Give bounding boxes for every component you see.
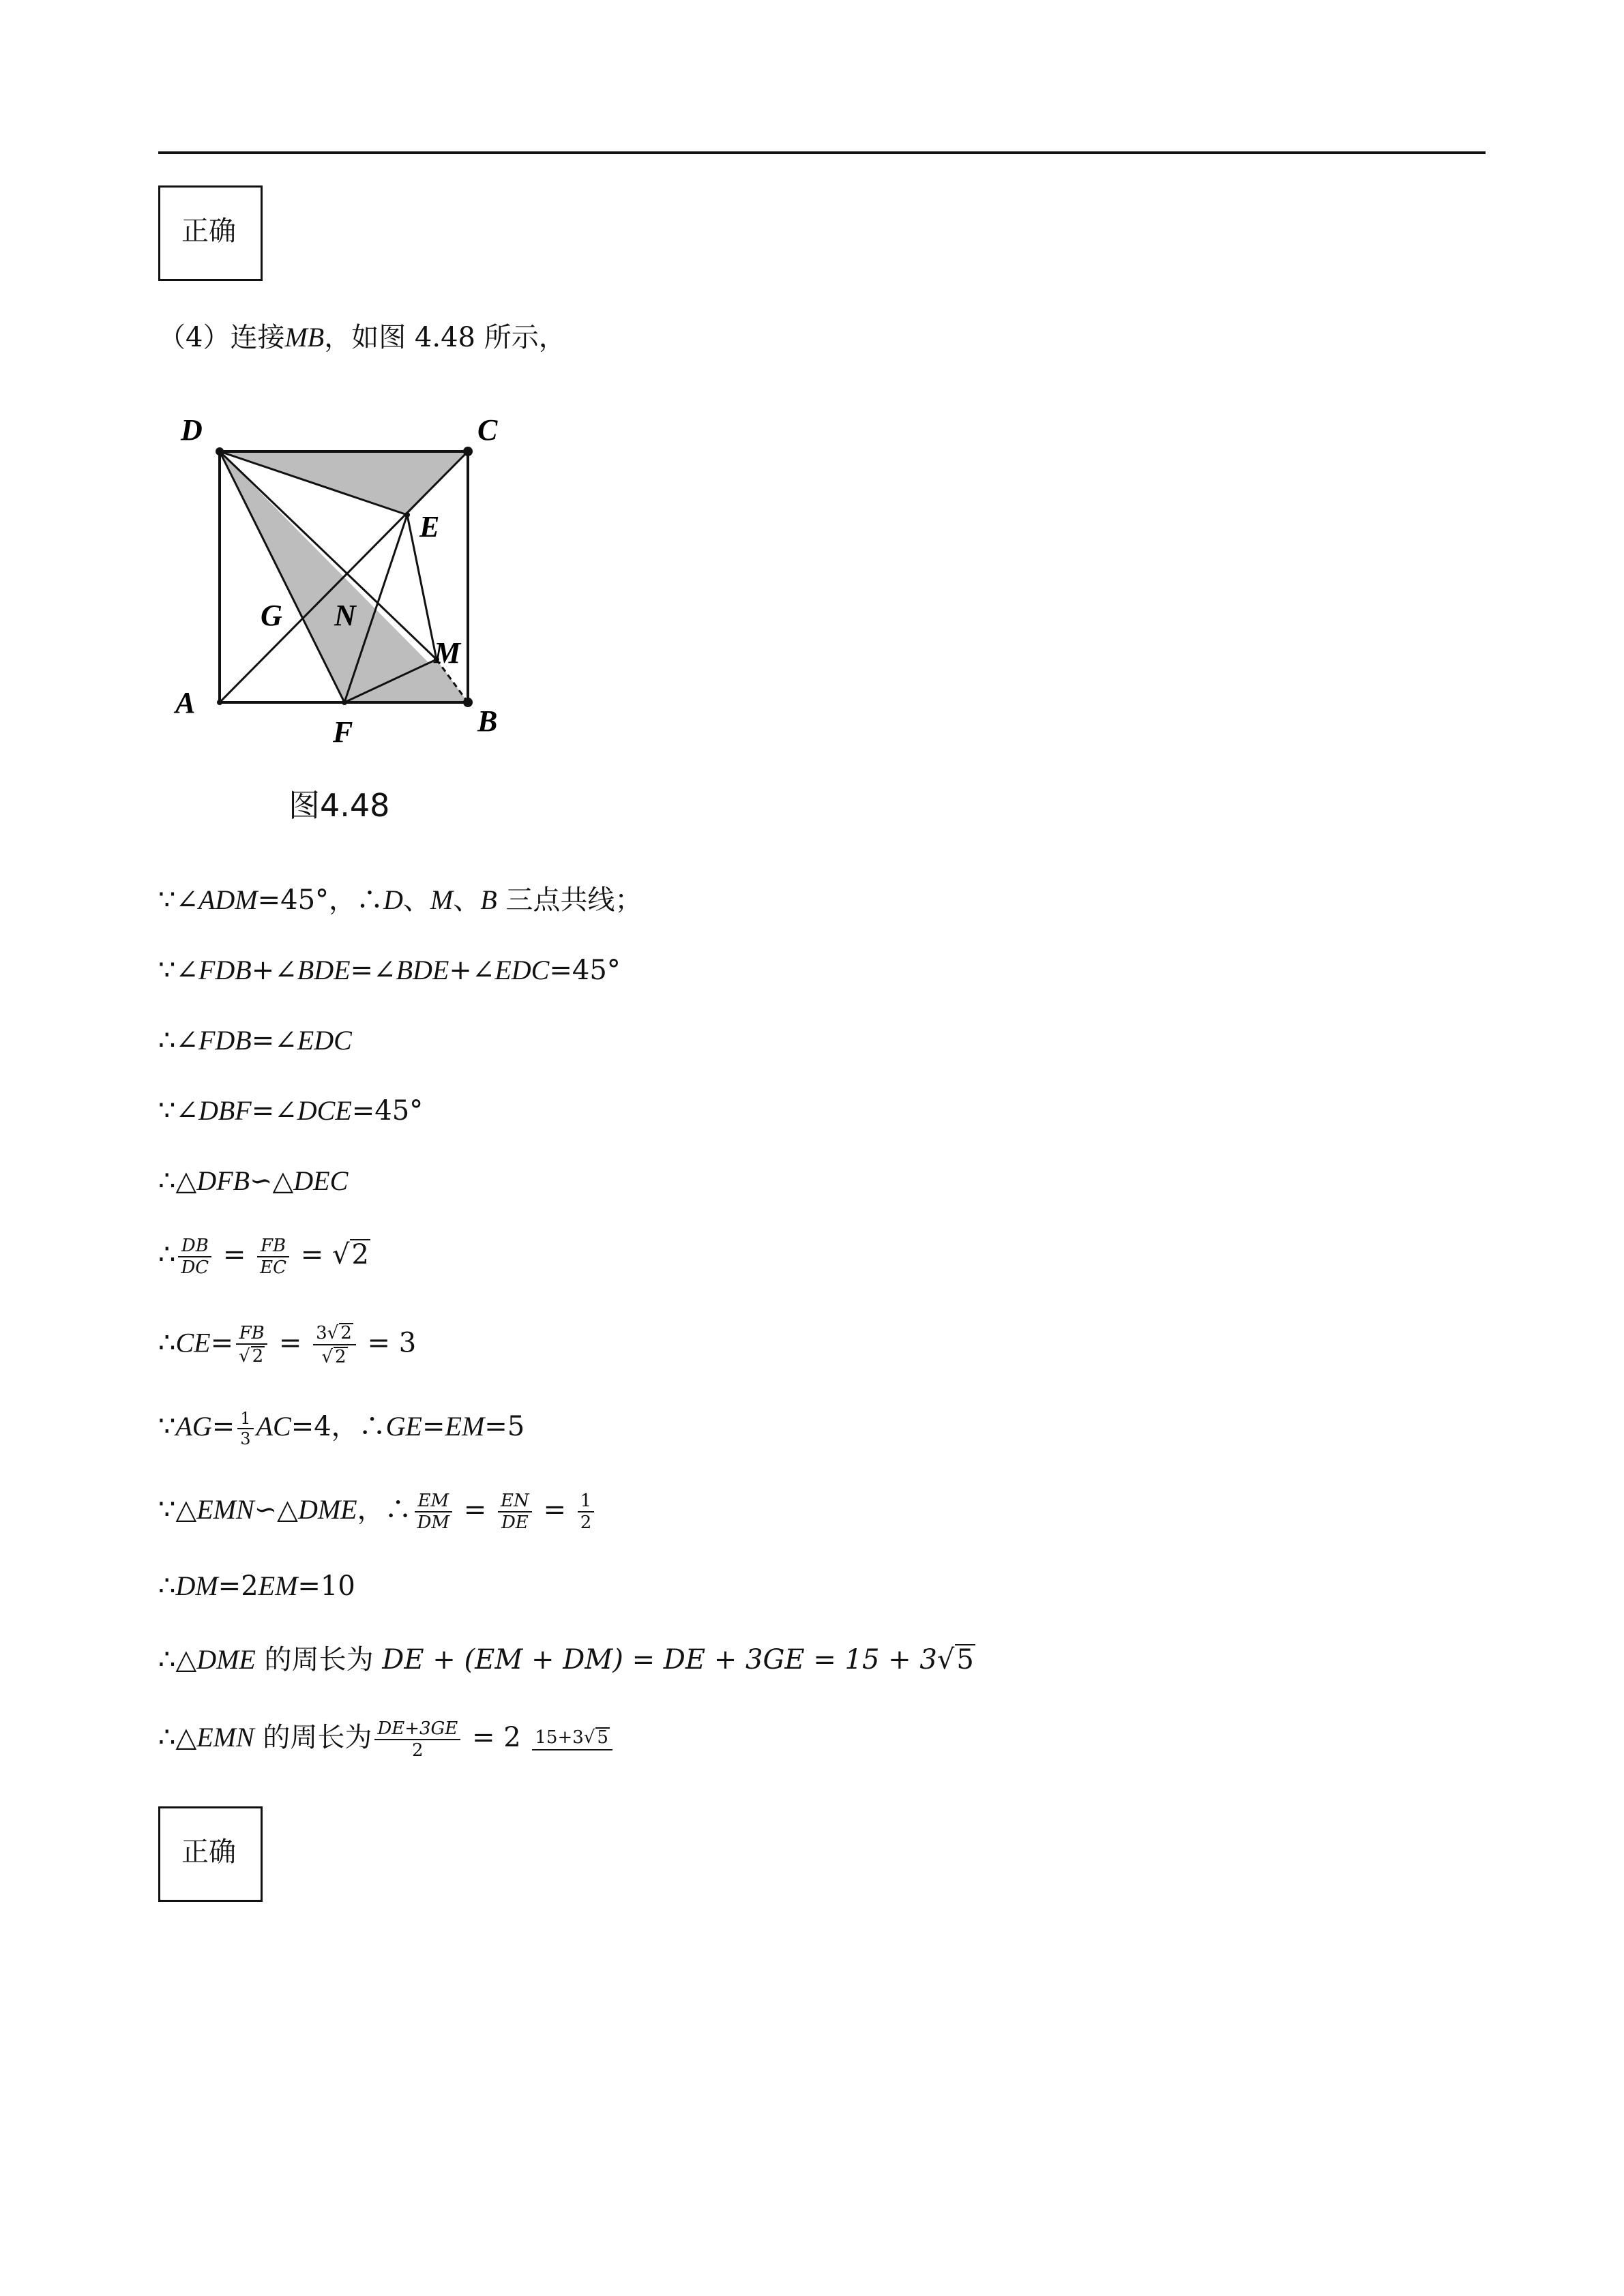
text-l5-d: DEC (293, 1165, 349, 1196)
text-l6-d1: DC (181, 1257, 209, 1278)
text-l4-b: DBF (198, 1095, 252, 1126)
text-l9-n1: EM (415, 1491, 452, 1512)
text-l4-e: =45° (351, 1095, 424, 1127)
fraction-one-third (237, 1409, 253, 1448)
mark-text: 正确 (181, 215, 236, 247)
text-l8-i: EM (445, 1411, 485, 1442)
text-l10-c: =2 (218, 1570, 259, 1602)
point-b-dot (463, 698, 473, 707)
text-l7-eq2: = 3 (358, 1327, 417, 1359)
label-d: D (181, 413, 203, 447)
proof-line-11 (158, 1639, 975, 1680)
text-l12-d2 (532, 1750, 612, 1753)
fraction-15-plus-3root5 (532, 1726, 612, 1753)
text-l6-n1: DB (178, 1236, 211, 1257)
text-l4-c: =∠ (251, 1095, 297, 1127)
proof-line-1 (158, 880, 642, 921)
text-l8-d: 3 (240, 1429, 251, 1448)
text-l9-eq1: = (455, 1494, 495, 1525)
text-l8-j: =5 (484, 1411, 525, 1442)
text-l7-c: = (210, 1327, 234, 1359)
text-l8-g: GE (385, 1411, 422, 1442)
point-a-dot (217, 700, 222, 705)
fraction-em-dm (415, 1491, 452, 1533)
text-l9-d2: DE (501, 1512, 529, 1533)
text-l4-a: ∵∠ (158, 1095, 198, 1127)
geometry-figure (164, 402, 546, 757)
proof-line-2 (158, 950, 621, 991)
text-l10-d: EM (258, 1570, 298, 1601)
text-l1-g: 、 (453, 884, 481, 916)
text-l9-d: DME (297, 1494, 357, 1525)
text-l9-n3: 1 (578, 1491, 595, 1512)
fraction-db-dc (178, 1236, 211, 1278)
mark-box-bottom (158, 1806, 263, 1902)
text-l1-h: B (480, 884, 497, 915)
fraction-fb-root2 (236, 1323, 267, 1367)
text-l2-b: FDB (198, 955, 252, 985)
text-l8-h: = (422, 1411, 445, 1442)
point-f-dot (342, 700, 347, 705)
fraction-one-half (578, 1491, 595, 1533)
text-l12-n: DE+3GE (374, 1718, 460, 1740)
text-l3-d: EDC (297, 1025, 352, 1056)
text-l12-dd: 2 (412, 1740, 424, 1761)
figure-caption: 图4.48 (289, 787, 390, 824)
text-l11-d: DE + (EM + DM) = DE + 3GE = 15 + 3√ (382, 1644, 955, 1675)
text-l2-a: ∵∠ (158, 955, 198, 986)
text-l2-c: +∠ (251, 955, 297, 986)
text-l9-d1: DM (417, 1512, 450, 1533)
text-l7-eq1: = (270, 1327, 311, 1359)
fraction-3root2-root2 (313, 1322, 356, 1369)
text-l1-a: ∵∠ (158, 884, 198, 916)
text-l10-e: =10 (297, 1570, 355, 1602)
text-l8-b: AG (175, 1411, 212, 1442)
text-l7-n1: FB (236, 1323, 267, 1345)
text-l5-a: ∴△ (158, 1165, 197, 1197)
text-l9-e: ，∴ (357, 1494, 412, 1525)
intro-suffix: ，如图 4.48 所示， (324, 322, 566, 353)
text-l8-e: AC (256, 1411, 291, 1442)
text-l2-d: BDE (297, 955, 351, 985)
text-l8-f: =4，∴ (291, 1411, 386, 1442)
text-l8-n: 1 (237, 1409, 253, 1429)
point-c-dot (463, 447, 473, 456)
text-l7-d2: 2 (335, 1347, 346, 1368)
proof-line-12 (158, 1717, 615, 1761)
text-l12-c: 的周长为 (254, 1722, 372, 1753)
text-l9-n2: EN (498, 1491, 532, 1512)
text-l1-d: D (383, 884, 403, 915)
proof-line-5 (158, 1161, 348, 1202)
proof-line-7 (158, 1322, 416, 1369)
text-l11-e: 5 (956, 1644, 974, 1675)
text-l1-i: 三点共线； (497, 884, 643, 916)
point-d-dot (216, 447, 224, 456)
fraction-fb-ec (257, 1236, 289, 1278)
text-l7-a: ∴ (158, 1327, 176, 1359)
intro-line (158, 317, 566, 358)
text-l3-a: ∴∠ (158, 1025, 198, 1056)
label-b: B (477, 704, 498, 738)
text-l2-f: BDE (396, 955, 449, 985)
intro-prefix: （4）连接 (158, 322, 285, 353)
text-l2-g: +∠ (449, 955, 495, 986)
text-l12-a: ∴△ (158, 1722, 197, 1753)
text-l7-b: CE (175, 1327, 211, 1358)
text-l6-eq2: = √ (292, 1239, 350, 1270)
proof-line-6 (158, 1234, 370, 1278)
label-e: E (419, 510, 440, 543)
label-m: M (434, 636, 461, 670)
intro-segment: MB (284, 322, 325, 353)
text-l7-d2pre: √ (321, 1347, 334, 1368)
text-l3-b: FDB (198, 1025, 252, 1056)
header-rule (158, 151, 1486, 154)
text-l6-n2: FB (257, 1236, 289, 1257)
text-l2-i: =45° (549, 955, 621, 986)
text-l6-eq1: = (214, 1239, 255, 1270)
label-f: F (333, 715, 353, 749)
label-n: N (334, 599, 356, 632)
text-l8-c: = (211, 1411, 235, 1442)
text-l3-c: =∠ (251, 1025, 297, 1056)
mark-box-top (158, 185, 263, 281)
text-l9-a: ∵△ (158, 1494, 197, 1525)
text-l7-d1: 2 (252, 1345, 264, 1367)
text-l1-c: =45°，∴ (257, 884, 384, 916)
text-l7-n2pre: 3√ (316, 1323, 339, 1343)
text-l5-b: DFB (196, 1165, 250, 1196)
text-l1-b: ADM (198, 884, 258, 915)
proof-line-4 (158, 1090, 423, 1131)
proof-line-9 (158, 1489, 597, 1533)
label-g: G (261, 599, 282, 632)
text-l12-b: EMN (196, 1722, 254, 1753)
text-l2-h: EDC (494, 955, 550, 985)
text-l7-n2: 2 (340, 1323, 352, 1343)
proof-line-3 (158, 1020, 352, 1061)
text-l8-a: ∵ (158, 1411, 176, 1442)
label-c: C (477, 413, 498, 447)
text-l12-n2pre: 15+3√ (535, 1727, 595, 1748)
text-l10-b: DM (175, 1570, 218, 1601)
label-a: A (175, 686, 196, 719)
text-l2-e: =∠ (350, 955, 396, 986)
proof-line-10 (158, 1566, 355, 1607)
point-e-dot (404, 512, 410, 518)
text-l10-a: ∴ (158, 1570, 176, 1602)
text-l11-b: DME (196, 1644, 256, 1675)
text-l11-c: 的周长为 (255, 1644, 383, 1675)
text-l6-a: ∴ (158, 1239, 176, 1270)
text-l6-d2: EC (260, 1257, 287, 1278)
proof-line-8 (158, 1406, 525, 1448)
text-l7-d1pre: √ (239, 1345, 250, 1367)
text-l5-c: ∽△ (249, 1165, 294, 1197)
text-l9-eq2: = (534, 1494, 575, 1525)
text-l12-n2: 5 (597, 1727, 608, 1748)
text-l4-d: DCE (297, 1095, 352, 1126)
fraction-perimeter-half (374, 1718, 460, 1761)
text-l9-d3: 2 (580, 1512, 592, 1533)
fraction-en-de (498, 1491, 532, 1533)
text-l11-a: ∴△ (158, 1644, 197, 1675)
text-l12-eq: = 2 (463, 1722, 530, 1753)
text-l6-r: 2 (351, 1239, 369, 1270)
mark-text: 正确 (181, 1836, 236, 1868)
text-l9-b: EMN (196, 1494, 254, 1525)
text-l9-c: ∽△ (254, 1494, 298, 1525)
text-l1-f: M (430, 884, 454, 915)
text-l1-e: 、 (402, 884, 430, 916)
